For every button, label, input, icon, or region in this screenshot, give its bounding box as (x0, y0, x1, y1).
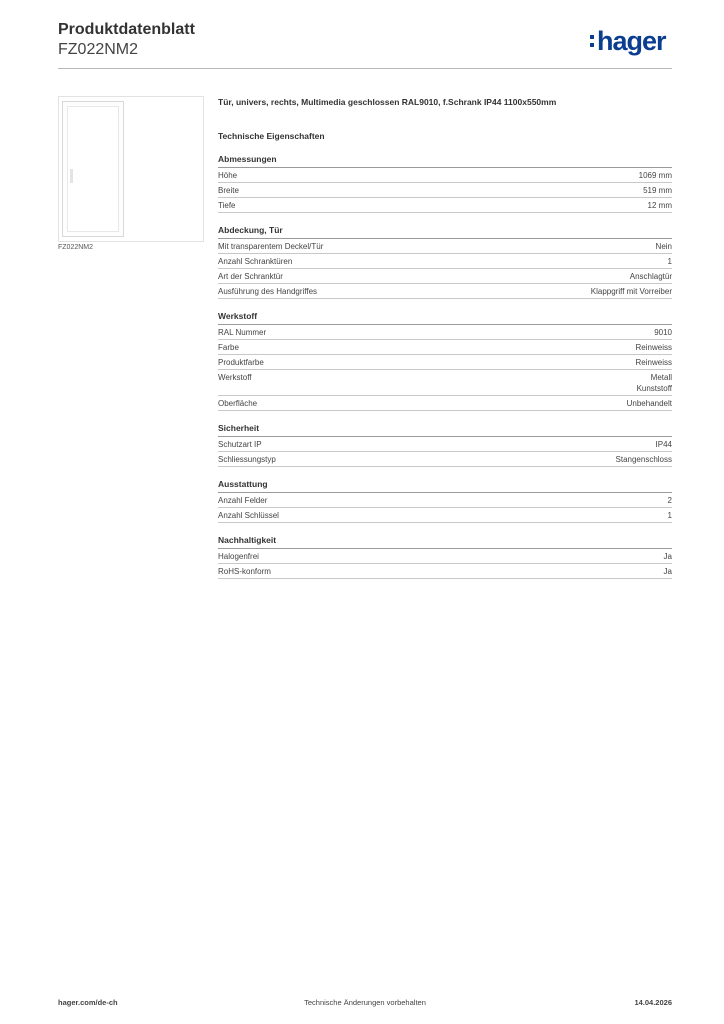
property-value-text: Ja (663, 552, 672, 561)
document-header (58, 20, 195, 60)
property-row (218, 564, 672, 579)
property-value-text: Reinweiss (635, 358, 672, 367)
property-value-text: Ja (663, 567, 672, 576)
property-value (630, 271, 672, 282)
image-caption: FZ022NM2 (58, 244, 94, 251)
article-number: FZ022NM2 (58, 41, 139, 58)
property-label: Anzahl Schlüssel (218, 511, 279, 520)
property-value (616, 454, 672, 465)
property-label: Halogenfrei (218, 552, 259, 561)
footer-website: hager.com/de-ch (58, 998, 118, 1007)
property-row (218, 325, 672, 340)
footer-notice: Technische Änderungen vorbehalten (304, 998, 426, 1007)
property-row (218, 254, 672, 269)
section-title: Abmessungen (218, 154, 672, 168)
property-value-text: 519 mm (643, 186, 672, 195)
hager-logo (590, 26, 680, 60)
property-value-text: Stangenschloss (615, 455, 672, 464)
section-title: Sicherheit (218, 423, 672, 437)
section-title: Ausstattung (218, 479, 672, 493)
technical-properties-title: Technische Eigenschaften (218, 131, 325, 141)
product-description: Tür, univers, rechts, Multimedia geschlossen RAL9010, f.Schrank IP44 1100x550mm (218, 97, 557, 107)
property-value (643, 185, 672, 196)
property-value (668, 256, 672, 267)
property-row (218, 508, 672, 523)
property-label: Werkstoff (218, 373, 252, 382)
document-title: Produktdatenblatt (58, 21, 195, 38)
page-footer (58, 998, 672, 1010)
property-section (218, 154, 672, 213)
logo-text: hager (597, 26, 666, 56)
door-handle-icon (70, 169, 73, 183)
property-row (218, 239, 672, 254)
property-value-text: 2 (667, 496, 672, 505)
property-row (218, 355, 672, 370)
property-value (636, 342, 672, 353)
property-value (591, 286, 672, 297)
footer-date: 14.04.2026 (634, 998, 672, 1007)
logo-dots-icon (590, 35, 594, 51)
property-row (218, 168, 672, 183)
property-value (636, 357, 672, 368)
property-label: Schliessungstyp (218, 455, 276, 464)
property-value (668, 495, 672, 506)
section-title: Werkstoff (218, 311, 672, 325)
property-row (218, 396, 672, 411)
property-label: Anzahl Felder (218, 496, 268, 505)
property-row (218, 340, 672, 355)
property-label: Tiefe (218, 201, 236, 210)
property-row (218, 269, 672, 284)
properties-list (218, 154, 672, 579)
property-row (218, 437, 672, 452)
property-value (639, 170, 672, 181)
property-value-text: Unbehandelt (626, 399, 672, 408)
property-value (656, 439, 672, 450)
property-value-text: Kunststoff (636, 384, 672, 393)
property-value (627, 398, 672, 409)
property-section (218, 225, 672, 299)
property-section (218, 311, 672, 411)
property-section (218, 423, 672, 467)
property-value-text: 12 mm (647, 201, 672, 210)
property-value-text: 1069 mm (638, 171, 672, 180)
section-title: Abdeckung, Tür (218, 225, 672, 239)
property-value-text: 1 (667, 511, 672, 520)
property-value-text: 1 (667, 257, 672, 266)
property-section (218, 535, 672, 579)
product-image (58, 96, 204, 242)
property-label: Farbe (218, 343, 239, 352)
property-section (218, 479, 672, 523)
property-row (218, 493, 672, 508)
property-label: Mit transparentem Deckel/Tür (218, 242, 324, 251)
property-value (656, 241, 672, 252)
property-label: Oberfläche (218, 399, 258, 408)
property-row (218, 370, 672, 396)
property-value-text: IP44 (655, 440, 672, 449)
property-label: Ausführung des Handgriffes (218, 287, 318, 296)
property-row (218, 549, 672, 564)
property-value (668, 510, 672, 521)
property-value-text: Metall (650, 373, 672, 382)
section-title: Nachhaltigkeit (218, 535, 672, 549)
product-details (218, 96, 672, 579)
property-row (218, 198, 672, 213)
property-label: Schutzart IP (218, 440, 262, 449)
property-row (218, 284, 672, 299)
property-value (654, 327, 672, 338)
property-value-text: Nein (655, 242, 672, 251)
property-row (218, 183, 672, 198)
property-value-text: 9010 (654, 328, 672, 337)
property-row (218, 452, 672, 467)
property-value-text: Klappgriff mit Vorreiber (590, 287, 672, 296)
door-panel (67, 106, 119, 232)
property-value-text: Reinweiss (635, 343, 672, 352)
property-value (648, 200, 672, 211)
property-value (664, 551, 672, 562)
header-divider (58, 68, 672, 69)
property-label: RAL Nummer (218, 328, 267, 337)
property-label: Höhe (218, 171, 238, 180)
property-value (664, 566, 672, 577)
property-label: Breite (218, 186, 239, 195)
property-label: Art der Schranktür (218, 272, 283, 281)
property-label: RoHS-konform (218, 567, 271, 576)
property-value (637, 372, 672, 394)
property-label: Anzahl Schranktüren (218, 257, 293, 266)
property-value-text: Anschlagtür (629, 272, 672, 281)
property-label: Produktfarbe (218, 358, 264, 367)
door-frame (62, 101, 124, 237)
